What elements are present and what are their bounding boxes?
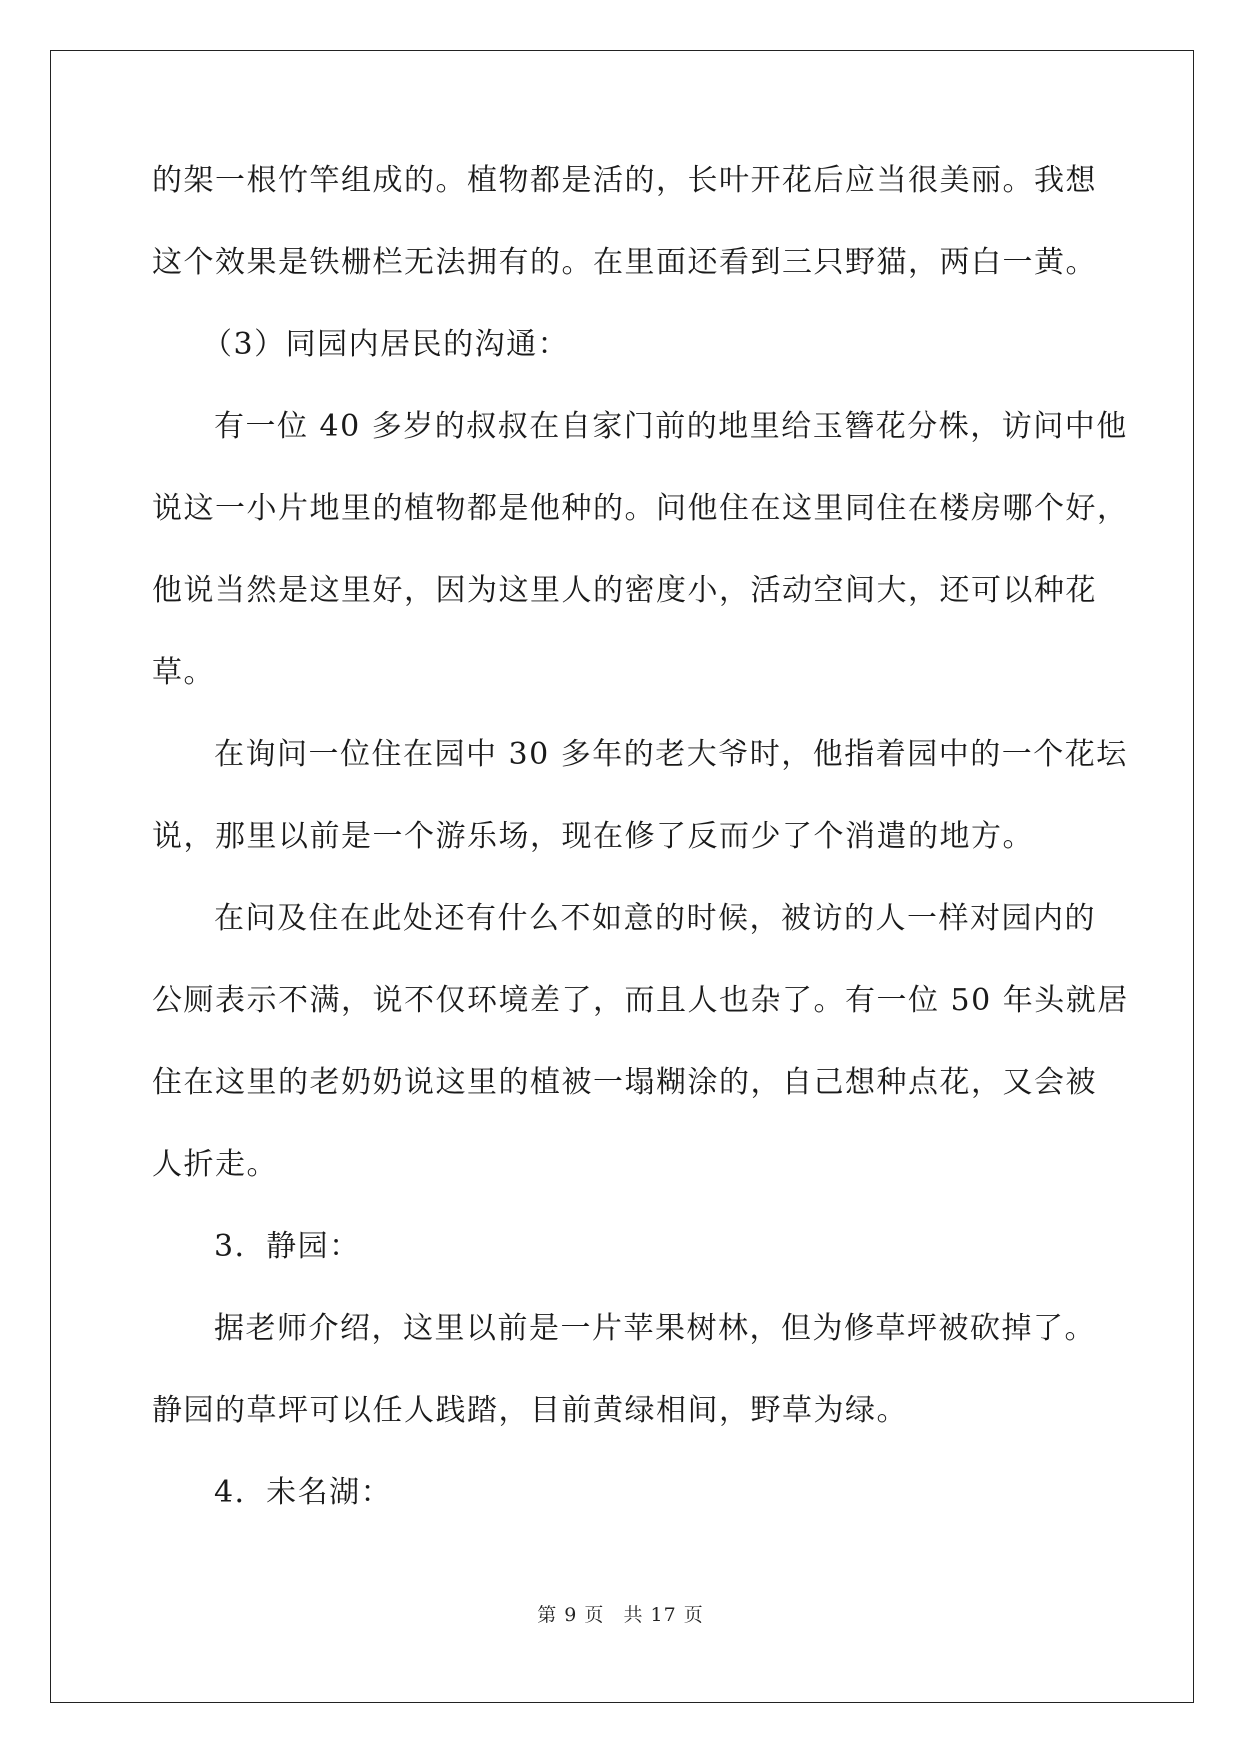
document-body bbox=[152, 160, 1129, 1514]
text-line: 静园的草坪可以任人践踏，目前黄绿相间，野草为绿。 bbox=[152, 1393, 908, 1428]
page-number: 第 9 页 bbox=[537, 1604, 605, 1626]
section-heading: 3．静园： bbox=[214, 1229, 361, 1264]
text-line: 公厕表示不满，说不仅环境差了，而且人也杂了。有一位 50 年头就居 bbox=[152, 983, 1129, 1018]
text-line: 在问及住在此处还有什么不如意的时候，被访的人一样对园内的 bbox=[214, 901, 1096, 936]
text-line: 在询问一位住在园中 30 多年的老大爷时，他指着园中的一个花坛 bbox=[214, 737, 1128, 772]
text-line: 人折走。 bbox=[152, 1147, 278, 1182]
page-footer bbox=[0, 1600, 1241, 1627]
section-heading: （3）同园内居民的沟通： bbox=[202, 327, 570, 362]
text-line: 有一位 40 多岁的叔叔在自家门前的地里给玉簪花分株，访问中他 bbox=[214, 409, 1128, 444]
text-line: 据老师介绍，这里以前是一片苹果树林，但为修草坪被砍掉了。 bbox=[214, 1311, 1096, 1346]
section-heading: 4．未名湖： bbox=[214, 1475, 393, 1510]
text-line: 草。 bbox=[152, 655, 215, 690]
text-line: 说，那里以前是一个游乐场，现在修了反而少了个消遣的地方。 bbox=[152, 819, 1034, 854]
text-line: 的架一根竹竿组成的。植物都是活的，长叶开花后应当很美丽。我想 bbox=[152, 163, 1097, 198]
text-line: 这个效果是铁栅栏无法拥有的。在里面还看到三只野猫，两白一黄。 bbox=[152, 245, 1097, 280]
text-line: 说这一小片地里的植物都是他种的。问他住在这里同住在楼房哪个好， bbox=[152, 491, 1129, 526]
total-pages: 共 17 页 bbox=[623, 1604, 704, 1626]
text-line: 住在这里的老奶奶说这里的植被一塌糊涂的，自己想种点花，又会被 bbox=[152, 1065, 1097, 1100]
text-line: 他说当然是这里好，因为这里人的密度小，活动空间大，还可以种花 bbox=[152, 573, 1097, 608]
